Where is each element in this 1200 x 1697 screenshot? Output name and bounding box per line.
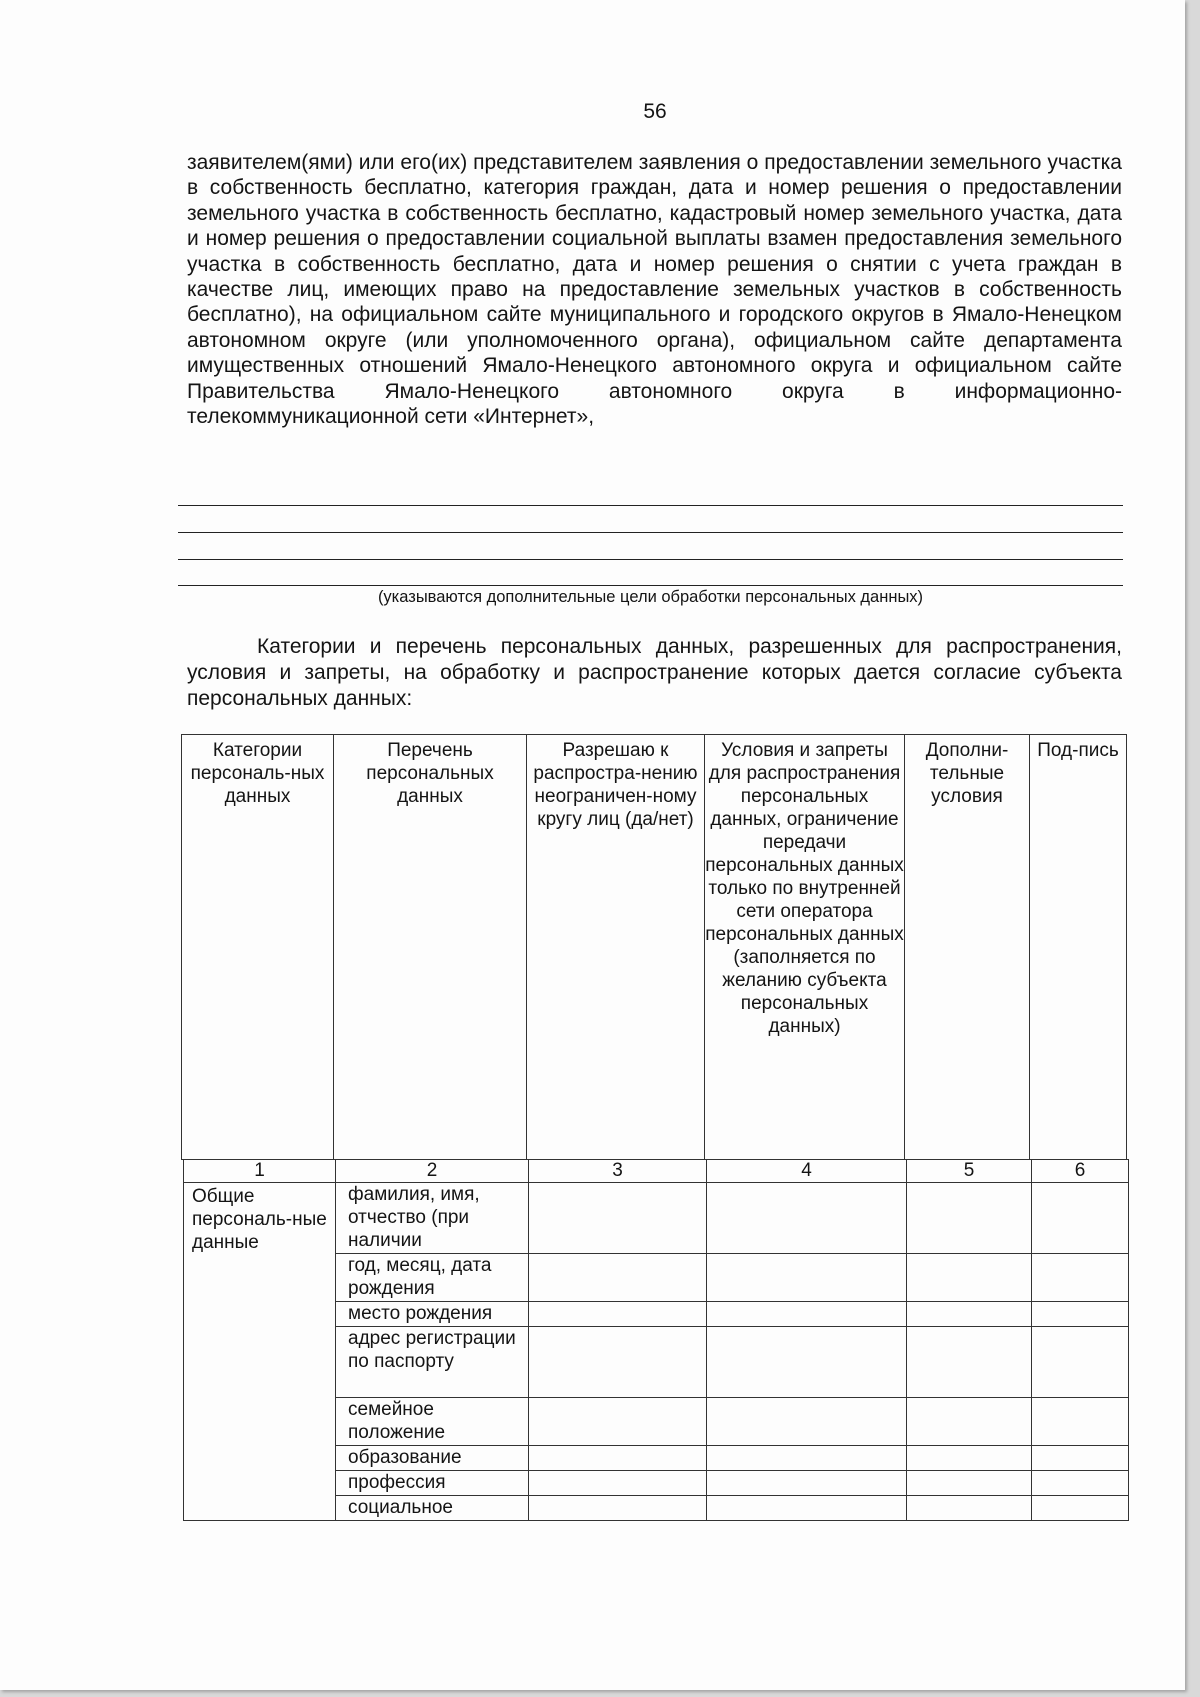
column-number-row xyxy=(184,1160,1129,1183)
signature-cell[interactable] xyxy=(1032,1398,1129,1446)
category-cell: Общие персональ-ные данные xyxy=(184,1183,336,1521)
conditions-cell[interactable] xyxy=(707,1446,907,1471)
conditions-cell[interactable] xyxy=(707,1471,907,1496)
additional-cell[interactable] xyxy=(907,1471,1032,1496)
header-signature: Под-пись xyxy=(1030,735,1127,1160)
column-number: 2 xyxy=(336,1160,529,1183)
signature-cell[interactable] xyxy=(1032,1471,1129,1496)
column-number: 4 xyxy=(707,1160,907,1183)
item-cell: профессия xyxy=(336,1471,529,1496)
additional-cell[interactable] xyxy=(907,1446,1032,1471)
additional-cell[interactable] xyxy=(907,1183,1032,1254)
signature-cell[interactable] xyxy=(1032,1327,1129,1398)
conditions-cell[interactable] xyxy=(707,1254,907,1302)
permission-cell[interactable] xyxy=(529,1496,707,1521)
column-number: 1 xyxy=(184,1160,336,1183)
table-header xyxy=(181,734,1127,1160)
permission-cell[interactable] xyxy=(529,1183,707,1254)
fill-line-3 xyxy=(178,559,1123,560)
fill-line-4 xyxy=(178,585,1123,586)
additional-cell[interactable] xyxy=(907,1254,1032,1302)
permission-cell[interactable] xyxy=(529,1446,707,1471)
permission-cell[interactable] xyxy=(529,1398,707,1446)
page-number: 56 xyxy=(643,100,667,123)
fill-line-1 xyxy=(178,505,1123,506)
intro-paragraph: заявителем(ями) или его(их) представителем заявления о предоставлении земельного участка в собственность бесплатно, категория граждан, дата и номер решения о предоставлении земельного участка в собственность бесплатно, кадастровый номер земельного участка, дата и номер решения о предоставлении социальной выплаты взамен предоставления земельного участка в собственность бесплатно, дата и номер решения о снятии с учета граждан в качестве лиц, имеющих право на предоставление земельных участков в собственность бесплатно), на официальном сайте муниципального и городского округов в Ямало-Ненецком автономном округе (или уполномоченного органа), официальном сайте департамента имущественных отношений Ямало-Ненецкого автономного округа и официальном сайте Правительства Ямало-Ненецкого автономного округа в информационно-телекоммуникационной сети «Интернет», xyxy=(187,151,1122,429)
signature-cell[interactable] xyxy=(1032,1446,1129,1471)
header-categories: Категории персональ-ных данных xyxy=(182,735,334,1160)
categories-paragraph: Категории и перечень персональных данных, разрешенных для распространения, условия и запреты, на обработку и распространение которых дается согласие субъекта персональных данных: xyxy=(187,635,1122,710)
conditions-cell[interactable] xyxy=(707,1398,907,1446)
conditions-cell[interactable] xyxy=(707,1496,907,1521)
additional-cell[interactable] xyxy=(907,1398,1032,1446)
permission-cell[interactable] xyxy=(529,1327,707,1398)
conditions-cell[interactable] xyxy=(707,1302,907,1327)
additional-cell[interactable] xyxy=(907,1327,1032,1398)
additional-cell[interactable] xyxy=(907,1496,1032,1521)
item-cell: место рождения xyxy=(336,1302,529,1327)
signature-cell[interactable] xyxy=(1032,1496,1129,1521)
column-number: 6 xyxy=(1032,1160,1129,1183)
personal-data-table xyxy=(183,1159,1129,1521)
permission-cell[interactable] xyxy=(529,1471,707,1496)
additional-cell[interactable] xyxy=(907,1302,1032,1327)
additional-purposes-caption: (указываются дополнительные цели обработки персональных данных) xyxy=(377,588,924,606)
item-cell: образование xyxy=(336,1446,529,1471)
item-cell: фамилия, имя, отчество (при наличии xyxy=(336,1183,529,1254)
item-cell: адрес регистрации по паспорту xyxy=(336,1327,529,1398)
table-row xyxy=(184,1183,1129,1254)
permission-cell[interactable] xyxy=(529,1302,707,1327)
signature-cell[interactable] xyxy=(1032,1302,1129,1327)
column-number: 3 xyxy=(529,1160,707,1183)
header-additional: Дополни-тельные условия xyxy=(905,735,1030,1160)
header-permission: Разрешаю к распростра-нению неограничен-ному кругу лиц (да/нет) xyxy=(527,735,705,1160)
item-cell: семейное положение xyxy=(336,1398,529,1446)
header-conditions: Условия и запреты для распространения персональных данных, ограничение передачи персональных данных только по внутренней сети оператора персональных данных (заполняется по желанию субъекта персональных данных) xyxy=(705,735,905,1160)
header-list: Перечень персональных данных xyxy=(334,735,527,1160)
permission-cell[interactable] xyxy=(529,1254,707,1302)
item-cell: год, месяц, дата рождения xyxy=(336,1254,529,1302)
fill-line-2 xyxy=(178,532,1123,533)
column-number: 5 xyxy=(907,1160,1032,1183)
item-cell: социальное xyxy=(336,1496,529,1521)
conditions-cell[interactable] xyxy=(707,1327,907,1398)
signature-cell[interactable] xyxy=(1032,1183,1129,1254)
conditions-cell[interactable] xyxy=(707,1183,907,1254)
signature-cell[interactable] xyxy=(1032,1254,1129,1302)
